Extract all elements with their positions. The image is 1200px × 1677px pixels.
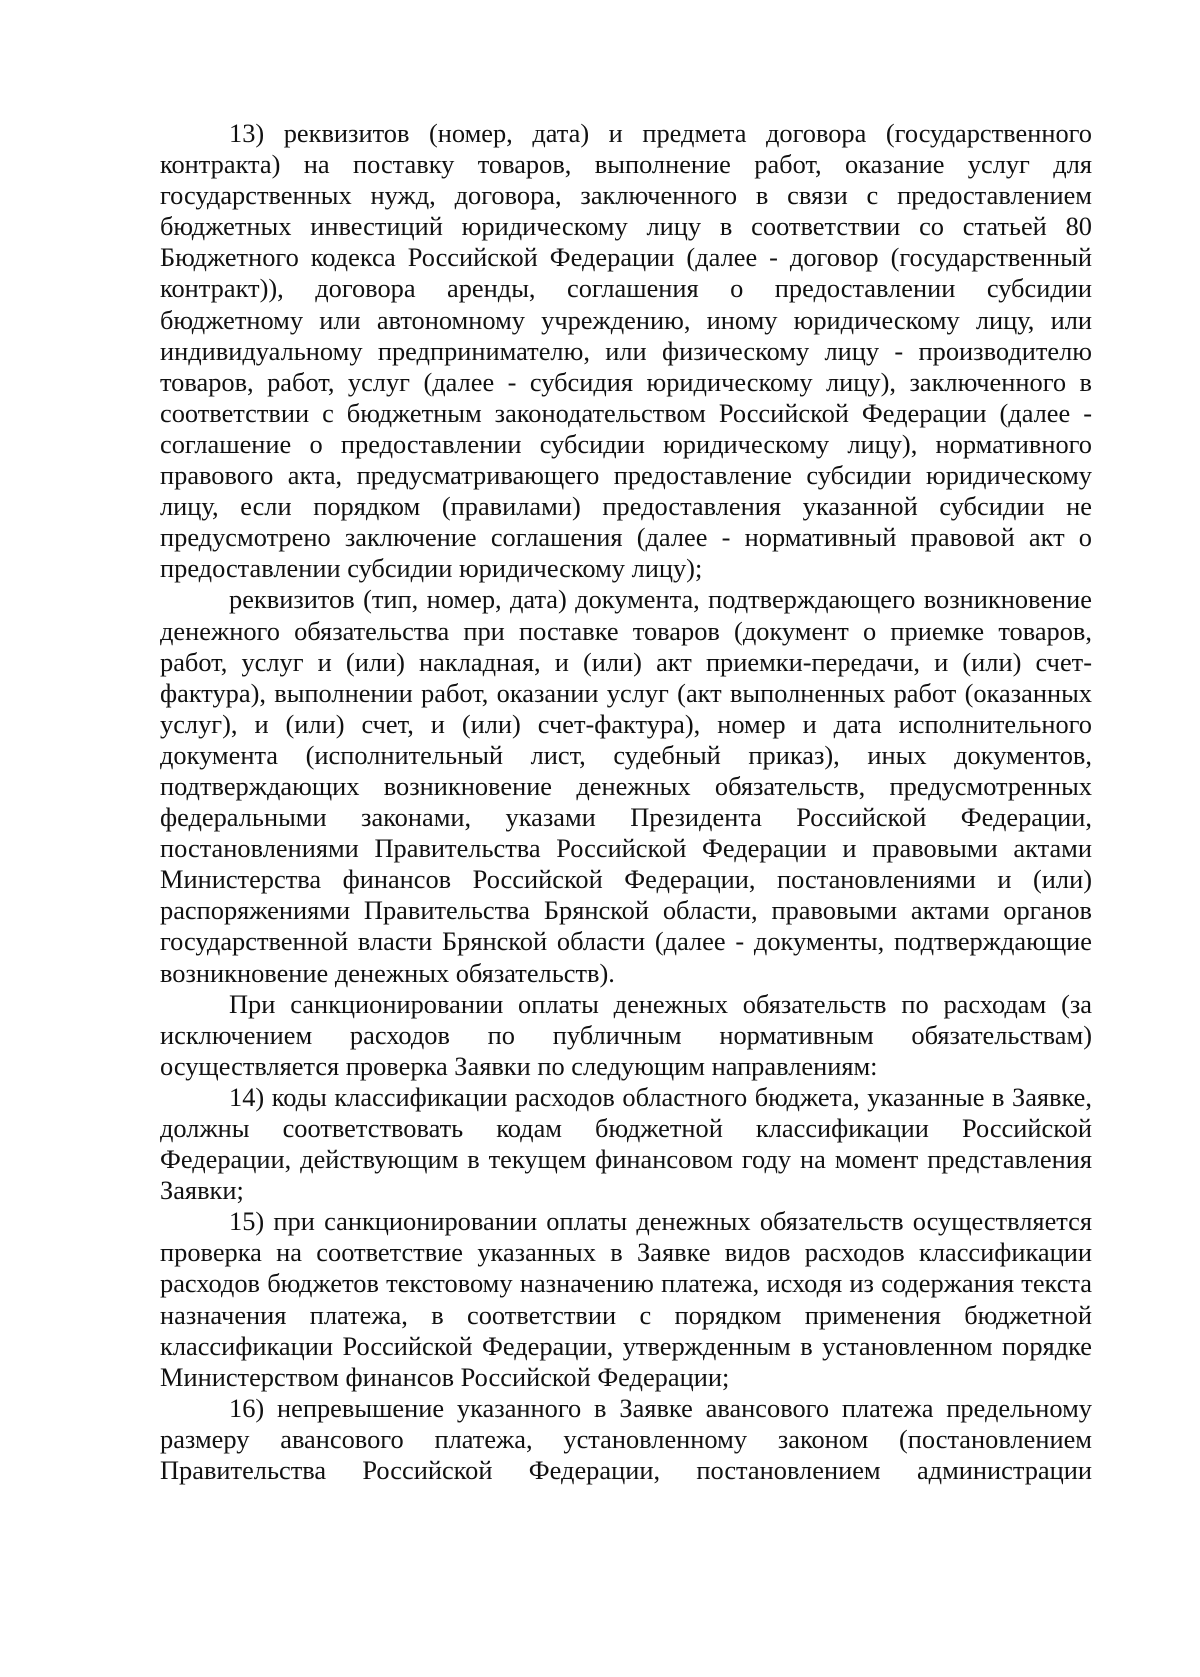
document-text [160, 118, 1092, 1486]
paragraph-authorization-check: При санкционировании оплаты денежных обязательств по расходам (за исключением расходов по публичным нормативным обязательствам) осуществляется проверка Заявки по следующим направлениям: [160, 988, 1092, 1081]
paragraph-document-details: реквизитов (тип, номер, дата) документа, подтверждающего возникновение денежного обязательства при поставке товаров (документ о приемке товаров, работ, услуг и (или) накладная, и (или) акт приемки-передачи, и (или) счет-фактура), выполнении работ, оказании услуг (акт выполненных работ (оказанных услуг), и (или) счет, и (или) счет-фактура), номер и дата исполнительного документа (исполнительный лист, судебный приказ), иных документов, подтверждающих возникновение денежных обязательств, предусмотренных федеральными законами, указами Президента Российской Федерации, постановлениями Правительства Российской Федерации и правовыми актами Министерства финансов Российской Федерации, постановлениями и (или) распоряжениями Правительства Брянской области, правовыми актами органов государственной власти Брянской области (далее - документы, подтверждающие возникновение денежных обязательств). [160, 584, 1092, 988]
paragraph-item-15: 15) при санкционировании оплаты денежных обязательств осуществляется проверка на соответствие указанных в Заявке видов расходов классификации расходов бюджетов текстовому назначению платежа, исходя из содержания текста назначения платежа, в соответствии с порядком применения бюджетной классификации Российской Федерации, утвержденным в установленном порядке Министерством финансов Российской Федерации; [160, 1206, 1092, 1392]
paragraph-item-14: 14) коды классификации расходов областного бюджета, указанные в Заявке, должны соответствовать кодам бюджетной классификации Российской Федерации, действующим в текущем финансовом году на момент представления Заявки; [160, 1081, 1092, 1206]
paragraph-item-13: 13) реквизитов (номер, дата) и предмета договора (государственного контракта) на поставку товаров, выполнение работ, оказание услуг для государственных нужд, договора, заключенного в связи с предоставлением бюджетных инвестиций юридическому лицу в соответствии со статьей 80 Бюджетного кодекса Российской Федерации (далее - договор (государственный контракт)), договора аренды, соглашения о предоставлении субсидии бюджетному или автономному учреждению, иному юридическому лицу, или индивидуальному предпринимателю, или физическому лицу - производителю товаров, работ, услуг (далее - субсидия юридическому лицу), заключенного в соответствии с бюджетным законодательством Российской Федерации (далее - соглашение о предоставлении субсидии юридическому лицу), нормативного правового акта, предусматривающего предоставление субсидии юридическому лицу, если порядком (правилами) предоставления указанной субсидии не предусмотрено заключение соглашения (далее - нормативный правовой акт о предоставлении субсидии юридическому лицу); [160, 118, 1092, 584]
paragraph-item-16: 16) непревышение указанного в Заявке авансового платежа предельному размеру авансового платежа, установленному законом (постановлением Правительства Российской Федерации, постановлением администрации [160, 1392, 1092, 1486]
